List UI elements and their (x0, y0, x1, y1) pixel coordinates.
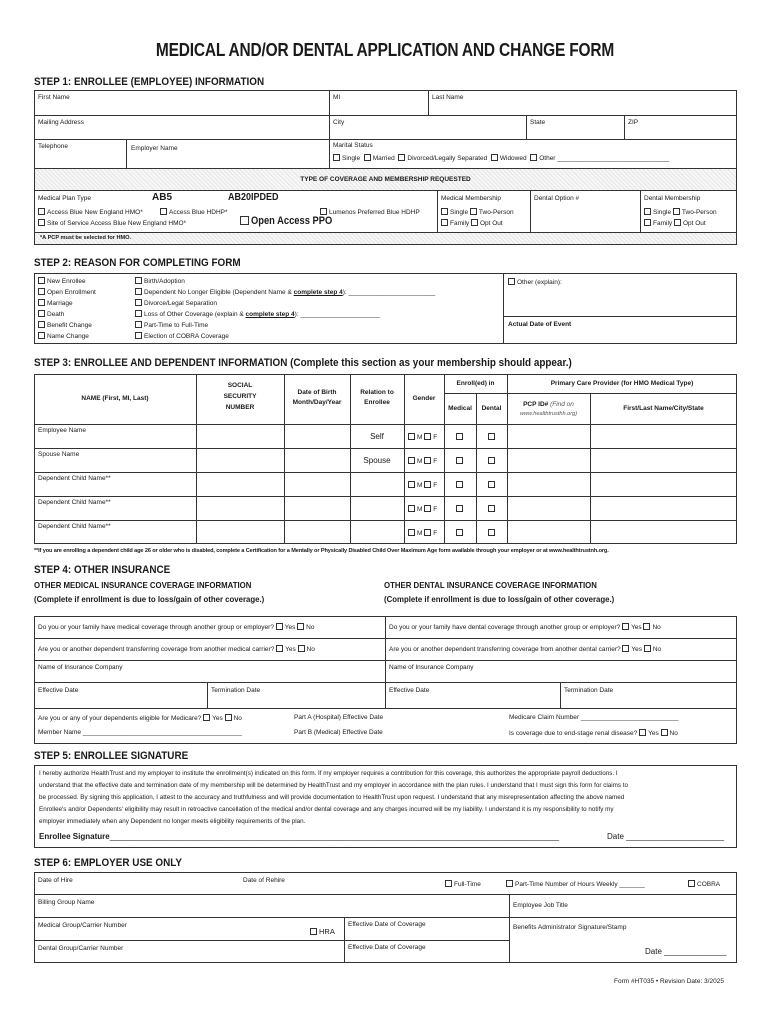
marital-options (333, 154, 669, 163)
col-ssn-3: NUMBER (225, 404, 255, 411)
reason-cobra[interactable]: Election of COBRA Coverage (135, 332, 229, 341)
row-0-gender[interactable]: M F (408, 433, 437, 442)
step4-heading: STEP 4: OTHER INSURANCE (34, 564, 171, 576)
medical-other-group-question[interactable]: Do you or your family have medical coverage through another group or employer? Yes No (38, 624, 315, 631)
hra-checkbox[interactable]: HRA (310, 927, 335, 936)
coverage-type-heading: TYPE OF COVERAGE AND MEMBERSHIP REQUESTED (300, 176, 471, 183)
col-dob-1: Date of Birth (297, 389, 337, 396)
dental-termination-date-field[interactable]: Termination Date (564, 687, 614, 694)
reason-other[interactable]: Other (explain): (508, 278, 562, 287)
step1-heading: STEP 1: ENROLLEE (EMPLOYEE) INFORMATION (34, 76, 265, 88)
row-3-gender[interactable]: M F (408, 505, 437, 514)
reason-dependent-ineligible[interactable]: Dependent No Longer Eligible (Dependent Name & complete step 4): ________________________ (135, 288, 435, 297)
step5-heading: STEP 5: ENROLLEE SIGNATURE (34, 750, 189, 762)
authorization-line: employer immediately when any Dependent no longer meets eligibility requirements of the plan. (39, 818, 306, 825)
authorization-line: be processed. By signing this application, I attest to the accuracy and truthfulness and will provide documentation to HealthTrust upon request. I understand that any misrepresentation affecting the above named (39, 794, 625, 801)
handwritten-plan-code-2: AB20IPDED (228, 192, 279, 203)
reason-death[interactable]: Death (38, 310, 64, 319)
medical-group-number-field[interactable]: Medical Group/Carrier Number (38, 922, 127, 929)
row-3-medical-checkbox[interactable] (456, 505, 465, 514)
row-1-name-field[interactable]: Spouse Name (38, 451, 80, 458)
reason-divorce[interactable]: Divorce/Legal Separation (135, 299, 217, 308)
medicare-claim-number-field[interactable]: Medicare Claim Number ___________________________ (509, 714, 679, 721)
col-ssn-2: SECURITY (223, 393, 257, 400)
col-name: NAME (First, MI, Last) (81, 395, 149, 402)
marital-single[interactable]: Single (333, 155, 360, 162)
row-2-dental-checkbox[interactable] (488, 481, 497, 490)
row-0-dental-checkbox[interactable] (488, 433, 497, 442)
mi-field[interactable]: MI (333, 94, 341, 101)
form-revision-footer: Form #HT035 • Revision Date: 3/2025 (614, 978, 724, 985)
marital-divorced[interactable]: Divorced/Legally Separated (398, 155, 487, 162)
reason-part-to-full[interactable]: Part-Time to Full-Time (135, 321, 208, 330)
col-enrolled: Enroll(ed) in (456, 380, 495, 387)
row-1-dental-checkbox[interactable] (488, 457, 497, 466)
row-3-dental-checkbox[interactable] (488, 505, 497, 514)
marital-married[interactable]: Married (364, 155, 395, 162)
col-ssn-1: SOCIAL (227, 382, 253, 389)
medical-transfer-question[interactable]: Are you or another dependent transferring coverage from another medical carrier? Yes No (38, 646, 315, 653)
col-dental: Dental (481, 405, 502, 412)
first-name-field[interactable]: First Name (38, 94, 70, 101)
billing-group-name-field[interactable]: Billing Group Name (38, 899, 95, 906)
dental-membership-label: Dental Membership (644, 195, 701, 202)
esrd-question[interactable]: Is coverage due to end-stage renal disease? Yes No (509, 730, 678, 737)
dental-insurance-company-field[interactable]: Name of Insurance Company (389, 664, 474, 671)
plan-access-blue-hmo[interactable]: Access Blue New England HMO* (38, 208, 143, 217)
medical-insurance-company-field[interactable]: Name of Insurance Company (38, 664, 123, 671)
row-0-medical-checkbox[interactable] (456, 433, 465, 442)
row-4-medical-checkbox[interactable] (456, 529, 465, 538)
row-4-name-field[interactable]: Dependent Child Name** (38, 523, 111, 530)
handwritten-plan-code-1: AB5 (152, 192, 173, 203)
col-pcp-find: (Find on (550, 401, 574, 408)
medical-membership-row1[interactable]: Single Two-Person (441, 208, 514, 217)
part-b-date-field[interactable]: Part B (Medical) Effective Date (294, 729, 383, 736)
col-pcp-id: PCP ID# (523, 401, 549, 408)
col-gender: Gender (412, 395, 436, 402)
city-field[interactable]: City (333, 119, 345, 126)
plan-open-access-ppo[interactable]: Open Access PPO (240, 215, 347, 228)
row-3-name-field[interactable]: Dependent Child Name** (38, 499, 111, 506)
state-field[interactable]: State (530, 119, 546, 126)
col-pcp: Primary Care Provider (for HMO Medical Type) (550, 380, 694, 387)
row-1-gender[interactable]: M F (408, 457, 437, 466)
benefits-admin-signature-field[interactable]: Benefits Administrator Signature/Stamp (513, 924, 627, 931)
row-2-medical-checkbox[interactable] (456, 481, 465, 490)
row-1-medical-checkbox[interactable] (456, 457, 465, 466)
other-medical-heading: OTHER MEDICAL INSURANCE COVERAGE INFORMATION (34, 580, 252, 590)
reason-open-enrollment[interactable]: Open Enrollment (38, 288, 96, 297)
step2-heading: STEP 2: REASON FOR COMPLETING FORM (34, 257, 241, 269)
plan-lumenos-hdhp[interactable]: Lumenos Preferred Blue HDHP (320, 208, 420, 217)
authorization-text (39, 768, 628, 828)
row-4-gender[interactable]: M F (408, 529, 437, 538)
effective-date-coverage-field-2[interactable]: Effective Date of Coverage (348, 944, 426, 951)
medical-membership-row2[interactable]: Family Opt Out (441, 219, 503, 228)
medical-membership-label: Medical Membership (441, 195, 501, 202)
effective-date-coverage-field-1[interactable]: Effective Date of Coverage (348, 921, 426, 928)
medical-effective-date-field[interactable]: Effective Date (38, 687, 79, 694)
medical-termination-date-field[interactable]: Termination Date (211, 687, 261, 694)
medical-plan-type-label: Medical Plan Type (38, 195, 91, 202)
benefits-admin-date-field[interactable]: Date ______________ (645, 947, 727, 956)
actual-date-of-event-field[interactable]: Actual Date of Event (508, 321, 572, 328)
step3-heading: STEP 3: ENROLLEE AND DEPENDENT INFORMATION (Complete this section as your membership should appear.) (34, 357, 572, 369)
dental-option-field[interactable]: Dental Option # (534, 195, 580, 202)
disabled-child-note: **If you are enrolling a dependent child age 26 or older who is disabled, complete a Certification for a Mentally or Physically Disabled Child Over Maximum Age form available through your employer or at www.healthtrustnh.org. (34, 548, 609, 554)
row-0-relation: Self (370, 432, 384, 441)
row-2-gender[interactable]: M F (408, 481, 437, 490)
col-rel-1: Relation to (360, 389, 394, 396)
col-dob-2: Month/Day/Year (292, 399, 342, 406)
authorization-line: I hereby authorize HealthTrust and my employer to institute the enrollment(s) indicated on this form. If my employer requires a contribution for this coverage, this authorizes the appropriate payroll deductions. I (39, 770, 618, 777)
enrollee-signature-field[interactable]: Enrollee Signature_____________________________________________________________________________________________________ (39, 832, 560, 841)
reason-benefit-change[interactable]: Benefit Change (38, 321, 92, 330)
date-of-hire-field[interactable]: Date of Hire (38, 877, 73, 884)
dental-other-group-question[interactable]: Do you or your family have dental coverage through another group or employer? Yes No (389, 624, 661, 631)
medicare-member-name-field[interactable]: Member Name ____________________________________________ (38, 729, 242, 736)
reason-loss-coverage[interactable]: Loss of Other Coverage (explain & complete step 4): ______________________ (135, 310, 380, 319)
authorization-line: Enrollee's and/or Dependents' eligibility may result in retroactive cancellation of the medical and/or dental coverage and any charges incurred will be my liability. I understand it is my responsibility to notify my (39, 806, 614, 813)
pcp-note: *A PCP must be selected for HMO. (40, 235, 132, 241)
authorization-line: understand that the effective date and termination date of my membership will be determined by HealthTrust and my employer in accordance with the plan rules. I understand that I must sign this form for claims to (39, 782, 629, 789)
marital-widowed[interactable]: Widowed (491, 155, 527, 162)
dental-effective-date-field[interactable]: Effective Date (389, 687, 430, 694)
other-dental-heading: OTHER DENTAL INSURANCE COVERAGE INFORMATION (384, 580, 597, 590)
col-pcp-site: www.healthtrusthh.org) (519, 411, 578, 417)
cobra-checkbox[interactable]: COBRA (688, 880, 720, 889)
row-1-relation: Spouse (363, 456, 391, 465)
col-pcp-name: First/Last Name/City/State (623, 405, 704, 412)
page-title: MEDICAL AND/OR DENTAL APPLICATION AND CHANGE FORM (155, 40, 615, 60)
row-0-name-field[interactable]: Employee Name (38, 427, 87, 434)
employer-name-field[interactable]: Employer Name (131, 145, 178, 152)
dental-transfer-question[interactable]: Are you or another dependent transferring coverage from another dental carrier? Yes No (389, 646, 662, 653)
dental-membership-row1[interactable]: Single Two-Person (644, 208, 717, 217)
row-2-name-field[interactable]: Dependent Child Name** (38, 475, 111, 482)
step6-heading: STEP 6: EMPLOYER USE ONLY (34, 857, 182, 869)
reason-name-change[interactable]: Name Change (38, 332, 89, 341)
full-time-checkbox[interactable]: Full-Time (445, 880, 481, 889)
reason-birth[interactable]: Birth/Adoption (135, 277, 185, 286)
telephone-field[interactable]: Telephone (38, 143, 68, 150)
part-time-checkbox[interactable]: Part-Time Number of Hours Weekly _______ (506, 880, 645, 889)
dental-group-number-field[interactable]: Dental Group/Carrier Number (38, 945, 124, 952)
plan-site-of-service-hmo[interactable]: Site of Service Access Blue New England HMO* (38, 219, 186, 228)
zip-field[interactable]: ZIP (628, 119, 639, 126)
marital-status-label: Marital Status (333, 142, 373, 149)
dental-membership-row2[interactable]: Family Opt Out (644, 219, 706, 228)
part-a-date-field[interactable]: Part A (Hospital) Effective Date (294, 714, 384, 721)
marital-other[interactable]: Other _______________________________ (530, 155, 669, 162)
employee-job-title-field[interactable]: Employee Job Title (513, 902, 568, 909)
medicare-eligibility-question[interactable]: Are you or any of your dependents eligible for Medicare? Yes No (38, 715, 242, 722)
last-name-field[interactable]: Last Name (432, 94, 464, 101)
col-medical: Medical (448, 405, 472, 412)
row-4-dental-checkbox[interactable] (488, 529, 497, 538)
col-rel-2: Enrollee (364, 399, 390, 406)
mailing-address-field[interactable]: Mailing Address (38, 119, 84, 126)
other-medical-subheading: (Complete if enrollment is due to loss/gain of other coverage.) (34, 594, 265, 604)
plan-access-blue-hdhp[interactable]: Access Blue HDHP* (160, 208, 228, 217)
signature-date-field[interactable]: Date ______________________ (607, 832, 725, 841)
date-of-rehire-field[interactable]: Date of Rehire (243, 877, 285, 884)
reason-marriage[interactable]: Marriage (38, 299, 73, 308)
reason-new-enrollee[interactable]: New Enrollee (38, 277, 86, 286)
other-dental-subheading: (Complete if enrollment is due to loss/gain of other coverage.) (384, 594, 615, 604)
